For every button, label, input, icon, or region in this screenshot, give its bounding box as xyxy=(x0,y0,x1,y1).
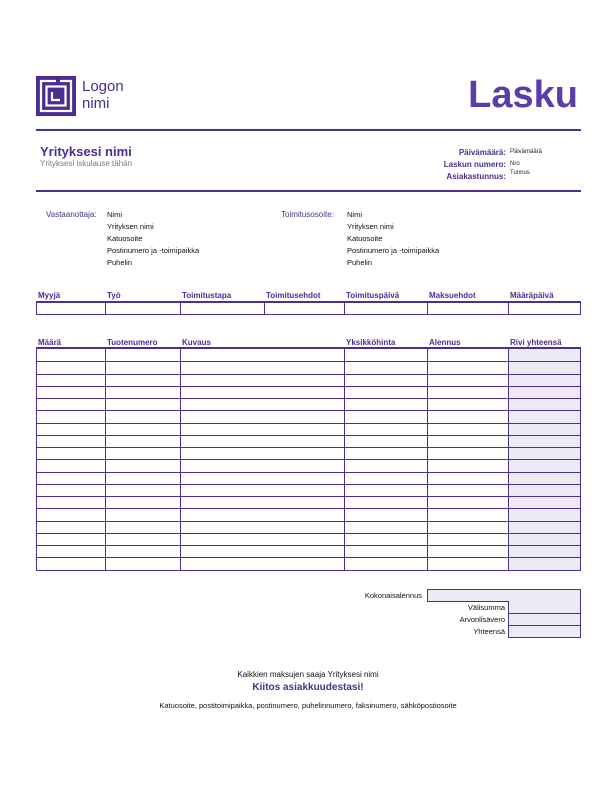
table-row xyxy=(36,570,581,571)
table-row xyxy=(36,459,581,460)
table-row xyxy=(36,484,581,485)
company-name: Yrityksesi nimi xyxy=(40,144,132,159)
info-table-bottom-line xyxy=(36,314,581,315)
thank-you: Kiitos asiakkuudestasi! xyxy=(252,682,364,693)
discount-total-cell xyxy=(427,589,580,601)
col-unit-price: Yksikköhinta xyxy=(346,338,396,347)
shipping-line: Katuosoite xyxy=(347,234,383,243)
col-item-number: Tuotenumero xyxy=(107,338,158,347)
customer-id-value: Tunnus xyxy=(510,170,530,176)
maze-logo-icon xyxy=(36,76,76,116)
info-table-border xyxy=(36,302,37,315)
info-table-border xyxy=(580,302,581,315)
table-row xyxy=(36,496,581,497)
shipping-line: Nimi xyxy=(347,210,362,219)
table-column-line xyxy=(508,349,509,570)
info-table-border xyxy=(508,302,509,315)
date-label: Päivämäärä: xyxy=(458,148,506,157)
payable-to: Kaikkien maksujen saaja Yrityksesi nimi xyxy=(237,670,379,679)
table-row xyxy=(36,447,581,448)
table-row xyxy=(36,557,581,558)
col-due-date: Määräpäivä xyxy=(510,291,554,300)
recipient-line: Yrityksen nimi xyxy=(107,222,154,231)
table-column-line xyxy=(344,349,345,570)
info-table-border xyxy=(344,302,345,315)
table-row xyxy=(36,521,581,522)
company-slogan: Yrityksesi iskulause tähän xyxy=(40,159,133,168)
table-row xyxy=(36,435,581,436)
col-shipping-method: Toimitustapa xyxy=(182,291,232,300)
date-value: Päivämäärä xyxy=(510,149,543,155)
table-row xyxy=(36,374,581,375)
vat-label: Arvonlisävero xyxy=(459,615,505,624)
table-row xyxy=(36,361,581,362)
shipping-line: Yrityksen nimi xyxy=(347,222,394,231)
totals-border xyxy=(427,589,428,601)
col-seller: Myyjä xyxy=(38,291,61,300)
table-row xyxy=(36,472,581,473)
totals-border xyxy=(508,637,581,638)
col-discount: Alennus xyxy=(429,338,461,347)
table-row xyxy=(36,386,581,387)
shipping-label: Toimitusosoite: xyxy=(281,210,334,219)
recipient-line: Postinumero ja -toimipaikka xyxy=(107,246,200,255)
col-quantity: Määrä xyxy=(38,338,62,347)
total-label: Yhteensä xyxy=(473,627,505,636)
col-job: Työ xyxy=(107,291,121,300)
totals-border xyxy=(508,601,509,637)
invoice-number-label: Laskun numero: xyxy=(443,160,506,169)
totals-border xyxy=(508,625,581,626)
col-payment-terms: Maksuehdot xyxy=(429,291,476,300)
invoice-title: Lasku xyxy=(468,74,578,116)
subtotal-label: Välisumma xyxy=(467,603,505,612)
recipient-line: Katuosoite xyxy=(107,234,143,243)
table-column-line xyxy=(36,349,37,570)
table-row xyxy=(36,410,581,411)
info-table-border xyxy=(427,302,428,315)
shipping-line: Postinumero ja -toimipaikka xyxy=(347,246,440,255)
logo-text: Logon nimi xyxy=(82,78,124,112)
divider-top xyxy=(36,129,581,131)
col-shipping-terms: Toimitusehdot xyxy=(266,291,321,300)
totals-shade xyxy=(508,601,580,637)
info-table-border xyxy=(180,302,181,315)
col-description: Kuvaus xyxy=(182,338,211,347)
totals-border xyxy=(427,589,581,590)
info-table-header-line xyxy=(36,301,581,303)
invoice-number-value: Nro xyxy=(510,161,520,167)
info-table-border xyxy=(105,302,106,315)
customer-id-label: Asiakastunnus: xyxy=(446,172,506,181)
table-row xyxy=(36,398,581,399)
table-row xyxy=(36,508,581,509)
info-table-border xyxy=(264,302,265,315)
table-column-line xyxy=(580,349,581,570)
divider-middle xyxy=(36,190,581,192)
shipping-line: Puhelin xyxy=(347,258,373,267)
recipient-label: Vastaanottaja: xyxy=(46,210,97,219)
table-column-line xyxy=(427,349,428,570)
recipient-line: Puhelin xyxy=(107,258,133,267)
totals-border xyxy=(580,589,581,601)
recipient-line: Nimi xyxy=(107,210,122,219)
table-column-line xyxy=(105,349,106,570)
table-column-line xyxy=(180,349,181,570)
col-line-total: Rivi yhteensä xyxy=(510,338,562,347)
items-table-header-line xyxy=(36,347,581,349)
table-row xyxy=(36,533,581,534)
discount-total-label: Kokonaisalennus xyxy=(364,591,422,600)
col-delivery-date: Toimituspäivä xyxy=(346,291,400,300)
table-row xyxy=(36,423,581,424)
table-row xyxy=(36,545,581,546)
contact-line: Katuosoite, postitoimipaikka, postinumero, puhelinnumero, faksinumero, sähköpostiosoite xyxy=(159,701,457,710)
totals-border xyxy=(508,613,581,614)
totals-border xyxy=(580,601,581,637)
